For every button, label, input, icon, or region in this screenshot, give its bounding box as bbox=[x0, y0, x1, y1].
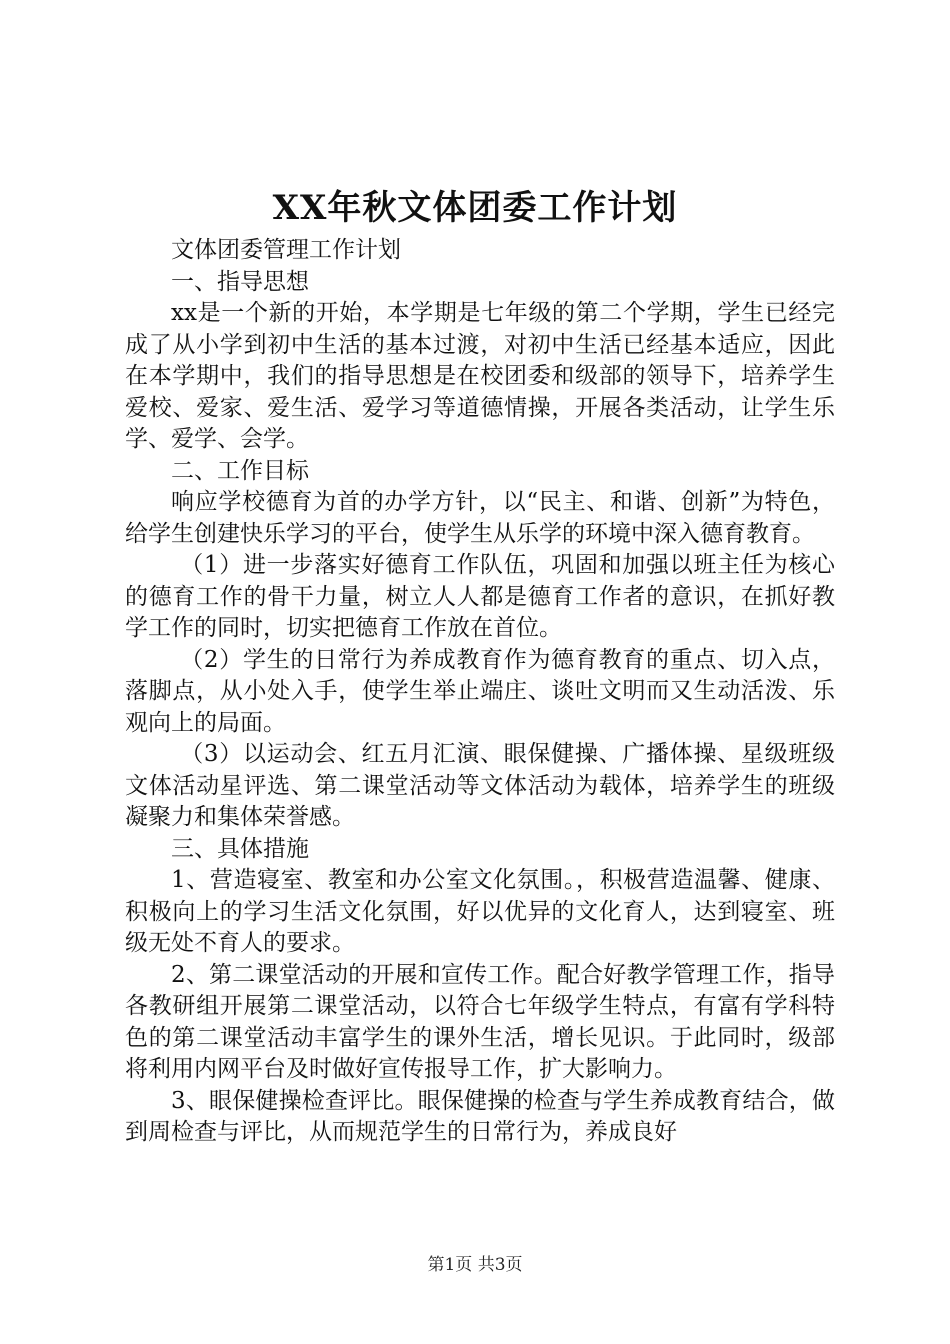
goal-item-3: （3）以运动会、红五月汇演、眼保健操、广播体操、星级班级文体活动星评选、第二课堂活动等文体活动为载体，培养学生的班级凝聚力和集体荣誉感。 bbox=[125, 741, 835, 830]
work-goals-paragraph: 响应学校德育为首的办学方针，以“民主、和谐、创新”为特色，给学生创建快乐学习的平台，使学生从乐学的环境中深入德育教育。 bbox=[125, 489, 835, 547]
measure-item-2: 2、第二课堂活动的开展和宣传工作。配合好教学管理工作，指导各教研组开展第二课堂活动，以符合七年级学生特点，有富有学科特色的第二课堂活动丰富学生的课外生活，增长见识。于此同时，级部将利用内网平台及时做好宣传报导工作，扩大影响力。 bbox=[125, 961, 835, 1082]
measure-item-1: 1、营造寝室、教室和办公室文化氛围。，积极营造温馨、健康、积极向上的学习生活文化氛围，好以优异的文化育人，达到寝室、班级无处不育人的要求。 bbox=[125, 867, 835, 956]
section-heading-work-goals: 二、工作目标 bbox=[171, 457, 309, 484]
page-footer: 第1页 共3页 bbox=[427, 1255, 523, 1275]
goal-item-2: （2）学生的日常行为养成教育作为德育教育的重点、切入点，落脚点，从小处入手，使学生举止端庄、谈吐文明而又生动活泼、乐观向上的局面。 bbox=[125, 646, 835, 736]
section-heading-measures: 三、具体措施 bbox=[171, 835, 309, 862]
measure-item-3: 3、眼保健操检查评比。眼保健操的检查与学生养成教育结合，做到周检查与评比，从而规范学生的日常行为，养成良好 bbox=[125, 1087, 835, 1145]
goal-item-1: （1）进一步落实好德育工作队伍，巩固和加强以班主任为核心的德育工作的骨干力量，树立人人都是德育工作者的意识，在抓好教学工作的同时，切实把德育工作放在首位。 bbox=[125, 552, 835, 641]
document-title: XX年秋文体团委工作计划 bbox=[272, 188, 678, 228]
section-heading-guiding-thought: 一、指导思想 bbox=[171, 268, 309, 295]
subtitle-paragraph: 文体团委管理工作计划 bbox=[171, 237, 401, 263]
document-body bbox=[125, 235, 835, 1149]
guiding-thought-paragraph: xx是一个新的开始，本学期是七年级的第二个学期，学生已经完成了从小学到初中生活的基本过渡，对初中生活已经基本适应，因此在本学期中，我们的指导思想是在校团委和级部的领导下，培养学生爱校、爱家、爱生活、爱学习等道德情操，开展各类活动，让学生乐学、爱学、会学。 bbox=[125, 300, 835, 452]
